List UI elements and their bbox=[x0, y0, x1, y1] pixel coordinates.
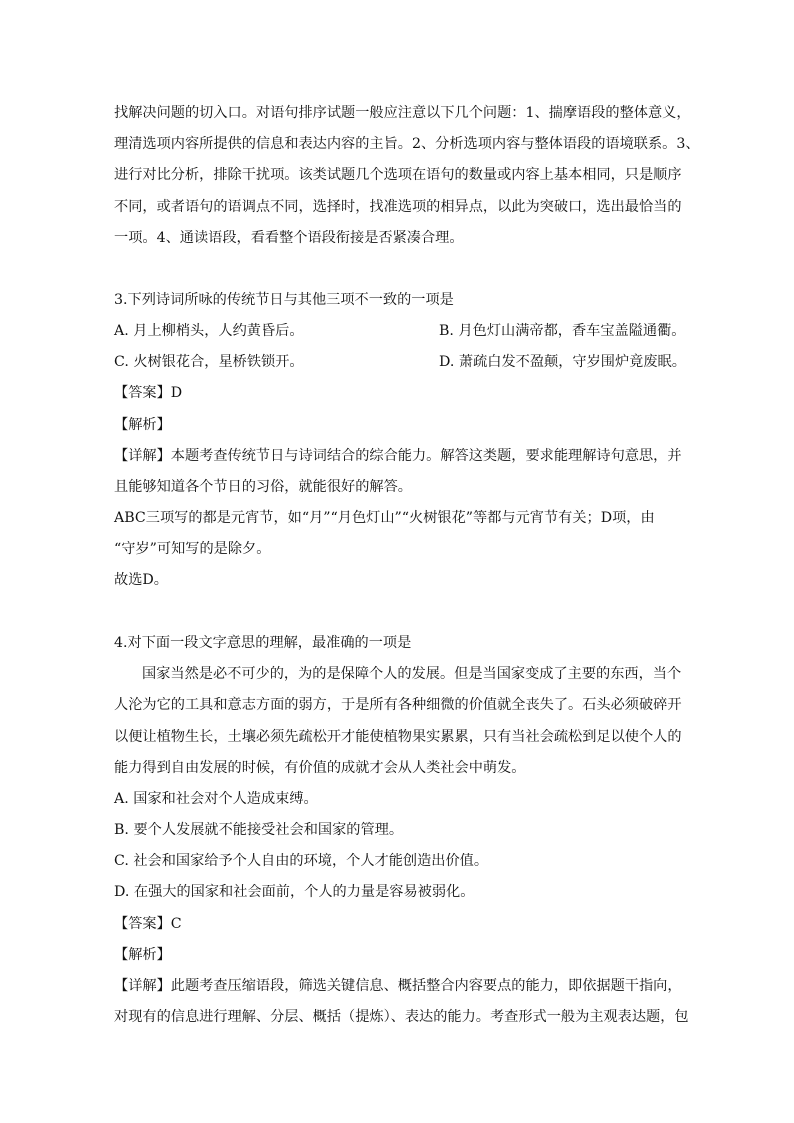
question-4-stem: 4.对下面一段文字意思的理解，最准确的一项是 bbox=[114, 635, 412, 651]
intro-line: 不同，或者语句的语调点不同，选择时，找准选项的相异点，以此为突破口，选出最恰当的 bbox=[114, 199, 682, 215]
question-4-detail-line: 对现有的信息进行理解、分层、概括（提炼）、表达的能力。考查形式一般为主观表达题，包 bbox=[114, 1009, 689, 1025]
question-4-passage-line: 国家当然是必不可少的，为的是保障个人的发展。但是当国家变成了主要的东西，当个 bbox=[142, 666, 682, 682]
question-3-detail-line: 故选D。 bbox=[114, 572, 168, 588]
question-4-passage-line: 以便让植物生长，土壤必须先疏松开才能使植物果实累累，只有当社会疏松到足以使个人的 bbox=[114, 729, 682, 745]
question-3-option-d: D. 萧疏白发不盈颠，守岁围炉竟废眠。 bbox=[439, 354, 686, 370]
question-3-answer: 【答案】D bbox=[114, 385, 183, 401]
question-4-passage-line: 人沦为它的工具和意志方面的弱方，于是所有各种细微的价值就全丧失了。石头必须破碎开 bbox=[114, 697, 682, 713]
question-4-passage-line: 能力得到自由发展的时候，有价值的成就才会从人类社会中萌发。 bbox=[114, 760, 526, 776]
question-3-option-b: B. 月色灯山满帝都，香车宝盖隘通衢。 bbox=[439, 323, 686, 339]
intro-line: 找解决问题的切入口。对语句排序试题一般应注意以下几个问题：1、揣摩语段的整体意义， bbox=[114, 105, 691, 121]
question-4-detail-line: 【详解】此题考查压缩语段，筛选关键信息、概括整合内容要点的能力，即依据题干指向， bbox=[114, 978, 682, 994]
question-4-answer: 【答案】C bbox=[114, 916, 182, 932]
question-3-detail-line: “守岁”可知写的是除夕。 bbox=[114, 541, 271, 557]
intro-line: 进行对比分析，排除干扰项。该类试题几个选项在语句的数量或内容上基本相同，只是顺序 bbox=[114, 167, 682, 183]
question-3-detail-line: ABC三项写的都是元宵节，如“月”“月色灯山”“火树银花”等都与元宵节有关；D项，由 bbox=[114, 510, 655, 526]
question-4-option-b: B. 要个人发展就不能接受社会和国家的管理。 bbox=[114, 822, 404, 838]
question-4-option-c: C. 社会和国家给予个人自由的环境，个人才能创造出价值。 bbox=[114, 853, 489, 869]
intro-line: 理清选项内容所提供的信息和表达内容的主旨。2、分析选项内容与整体语段的语境联系。3、 bbox=[114, 136, 700, 152]
question-3-analysis-label: 【解析】 bbox=[114, 417, 171, 433]
question-3-option-c: C. 火树银花合，星桥铁锁开。 bbox=[114, 354, 304, 370]
question-4-option-d: D. 在强大的国家和社会面前，个人的力量是容易被弱化。 bbox=[114, 884, 475, 900]
question-4-option-a: A. 国家和社会对个人造成束缚。 bbox=[114, 791, 318, 807]
intro-line: 一项。4、通读语段，看看整个语段衔接是否紧凑合理。 bbox=[114, 230, 464, 246]
question-3-option-a: A. 月上柳梢头，人约黄昏后。 bbox=[114, 323, 304, 339]
question-3-stem: 3.下列诗词所咏的传统节日与其他三项不一致的一项是 bbox=[114, 292, 454, 308]
question-3-detail-line: 【详解】本题考查传统节日与诗词结合的综合能力。解答这类题，要求能理解诗句意思，并 bbox=[114, 448, 682, 464]
question-3-detail-line: 且能够知道各个节日的习俗，就能很好的解答。 bbox=[114, 479, 412, 495]
question-4-analysis-label: 【解析】 bbox=[114, 947, 171, 963]
